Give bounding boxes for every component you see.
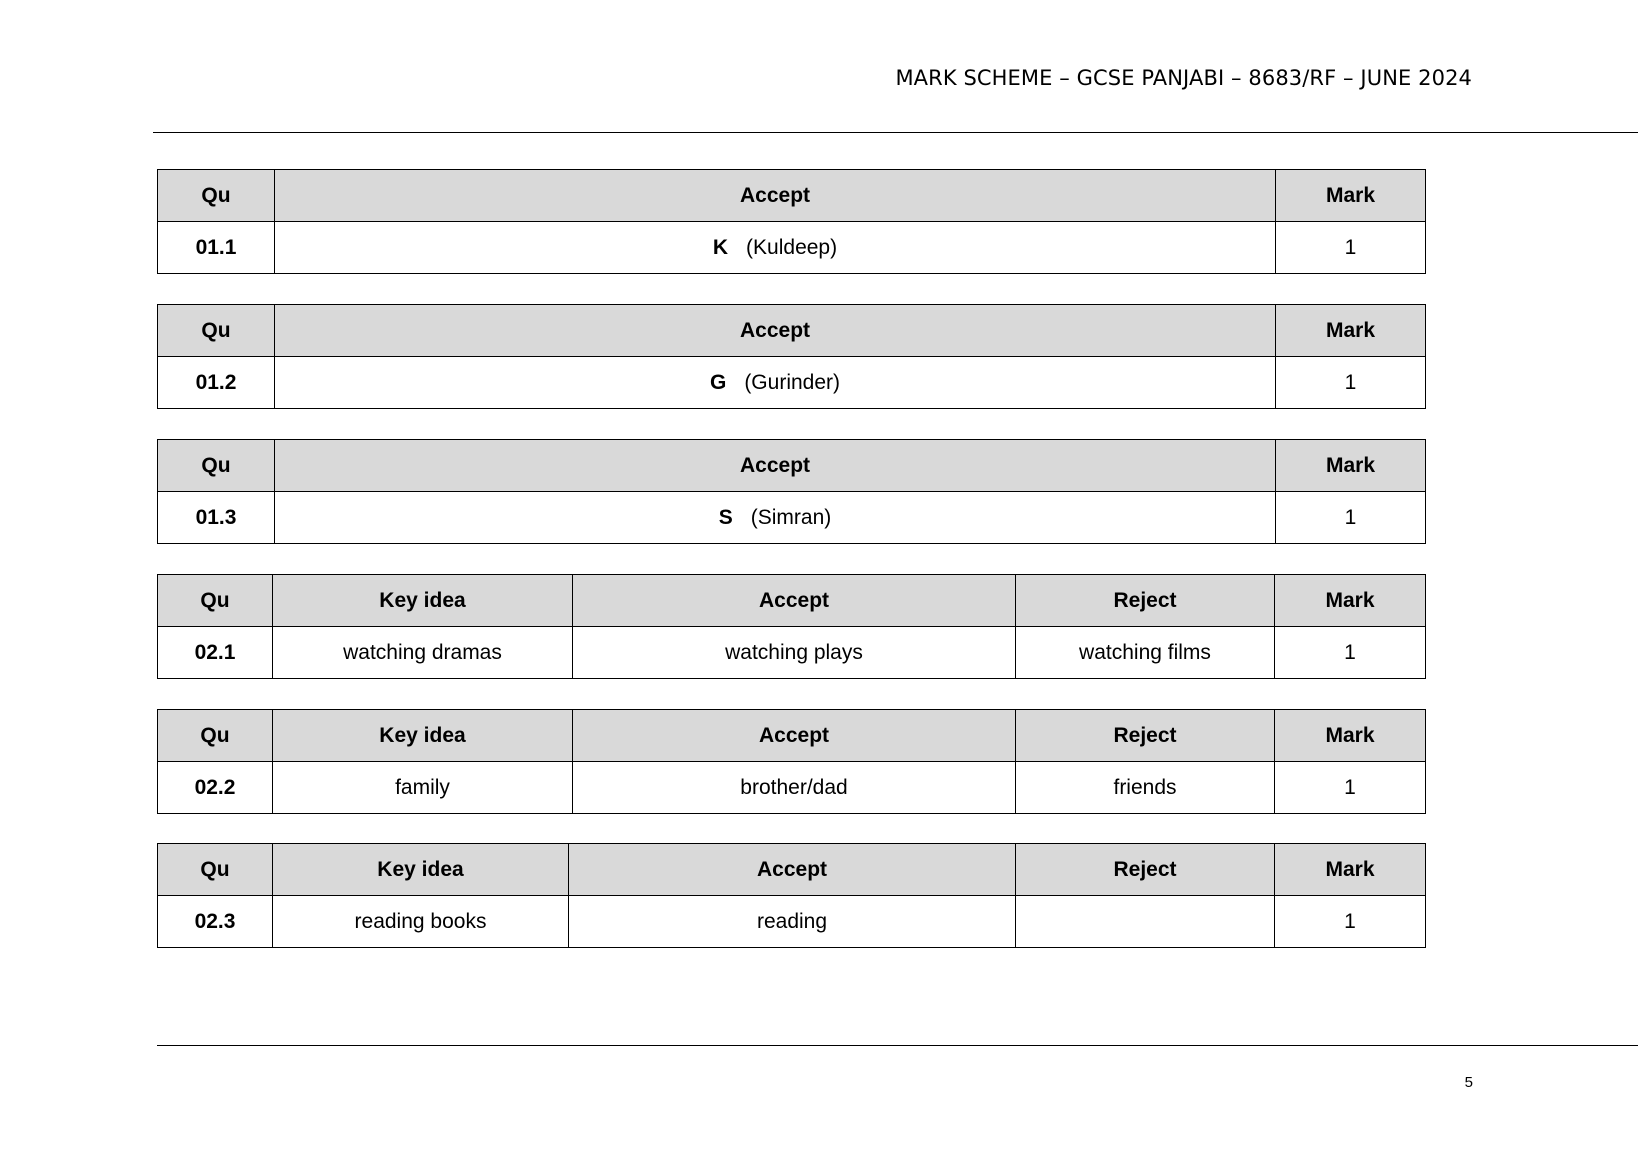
reject-header: Reject	[1016, 710, 1275, 762]
answer-name: (Simran)	[750, 505, 832, 529]
mark-table-02-3	[157, 843, 1426, 948]
accept-cell	[275, 357, 1276, 409]
mark-header: Mark	[1276, 440, 1426, 492]
question-number: 02.2	[158, 762, 273, 814]
header-divider	[153, 132, 1638, 133]
reject-header: Reject	[1016, 844, 1275, 896]
table-header-row	[158, 170, 1426, 222]
mark-header: Mark	[1275, 710, 1426, 762]
mark-table-01-2	[157, 304, 1426, 409]
mark-header: Mark	[1275, 575, 1426, 627]
question-number: 02.3	[158, 896, 273, 948]
accept-header: Accept	[573, 575, 1016, 627]
question-number: 02.1	[158, 627, 273, 679]
page-number: 5	[1464, 1074, 1473, 1091]
reject-cell	[1016, 896, 1275, 948]
mark-header: Mark	[1275, 844, 1426, 896]
table-row	[158, 627, 1426, 679]
table-row	[158, 492, 1426, 544]
qu-header: Qu	[158, 305, 275, 357]
footer-divider	[157, 1045, 1638, 1046]
table-row	[158, 357, 1426, 409]
accept-header: Accept	[275, 440, 1276, 492]
table-header-row	[158, 440, 1426, 492]
table-row	[158, 896, 1426, 948]
mark-cell: 1	[1275, 627, 1426, 679]
key-idea-cell: reading books	[273, 896, 569, 948]
table-row	[158, 762, 1426, 814]
key-idea-cell: family	[273, 762, 573, 814]
mark-header: Mark	[1276, 305, 1426, 357]
table-row	[158, 222, 1426, 274]
table-header-row	[158, 710, 1426, 762]
mark-table-02-2	[157, 709, 1426, 814]
accept-cell: brother/dad	[573, 762, 1016, 814]
key-idea-header: Key idea	[273, 575, 573, 627]
mark-table-02-1	[157, 574, 1426, 679]
accept-header: Accept	[569, 844, 1016, 896]
reject-cell: watching films	[1016, 627, 1275, 679]
key-idea-cell: watching dramas	[273, 627, 573, 679]
mark-cell: 1	[1276, 222, 1426, 274]
mark-cell: 1	[1275, 762, 1426, 814]
mark-cell: 1	[1276, 492, 1426, 544]
question-number: 01.3	[158, 492, 275, 544]
question-number: 01.2	[158, 357, 275, 409]
accept-header: Accept	[275, 170, 1276, 222]
table-header-row	[158, 305, 1426, 357]
answer-code: K	[712, 235, 729, 259]
question-number: 01.1	[158, 222, 275, 274]
table-header-row	[158, 844, 1426, 896]
answer-code: S	[718, 505, 733, 529]
mark-cell: 1	[1276, 357, 1426, 409]
key-idea-header: Key idea	[273, 844, 569, 896]
mark-header: Mark	[1276, 170, 1426, 222]
qu-header: Qu	[158, 844, 273, 896]
mark-cell: 1	[1275, 896, 1426, 948]
mark-table-01-1	[157, 169, 1426, 274]
reject-cell: friends	[1016, 762, 1275, 814]
qu-header: Qu	[158, 440, 275, 492]
accept-cell	[275, 492, 1276, 544]
reject-header: Reject	[1016, 575, 1275, 627]
accept-cell: reading	[569, 896, 1016, 948]
key-idea-header: Key idea	[273, 710, 573, 762]
qu-header: Qu	[158, 170, 275, 222]
answer-name: (Gurinder)	[744, 370, 841, 394]
table-header-row	[158, 575, 1426, 627]
qu-header: Qu	[158, 710, 273, 762]
accept-cell: watching plays	[573, 627, 1016, 679]
accept-header: Accept	[275, 305, 1276, 357]
answer-code: G	[709, 370, 727, 394]
answer-name: (Kuldeep)	[746, 235, 838, 259]
accept-cell	[275, 222, 1276, 274]
accept-header: Accept	[573, 710, 1016, 762]
page-header-title: MARK SCHEME – GCSE PANJABI – 8683/RF – JUNE 2024	[895, 66, 1472, 90]
mark-table-01-3	[157, 439, 1426, 544]
qu-header: Qu	[158, 575, 273, 627]
